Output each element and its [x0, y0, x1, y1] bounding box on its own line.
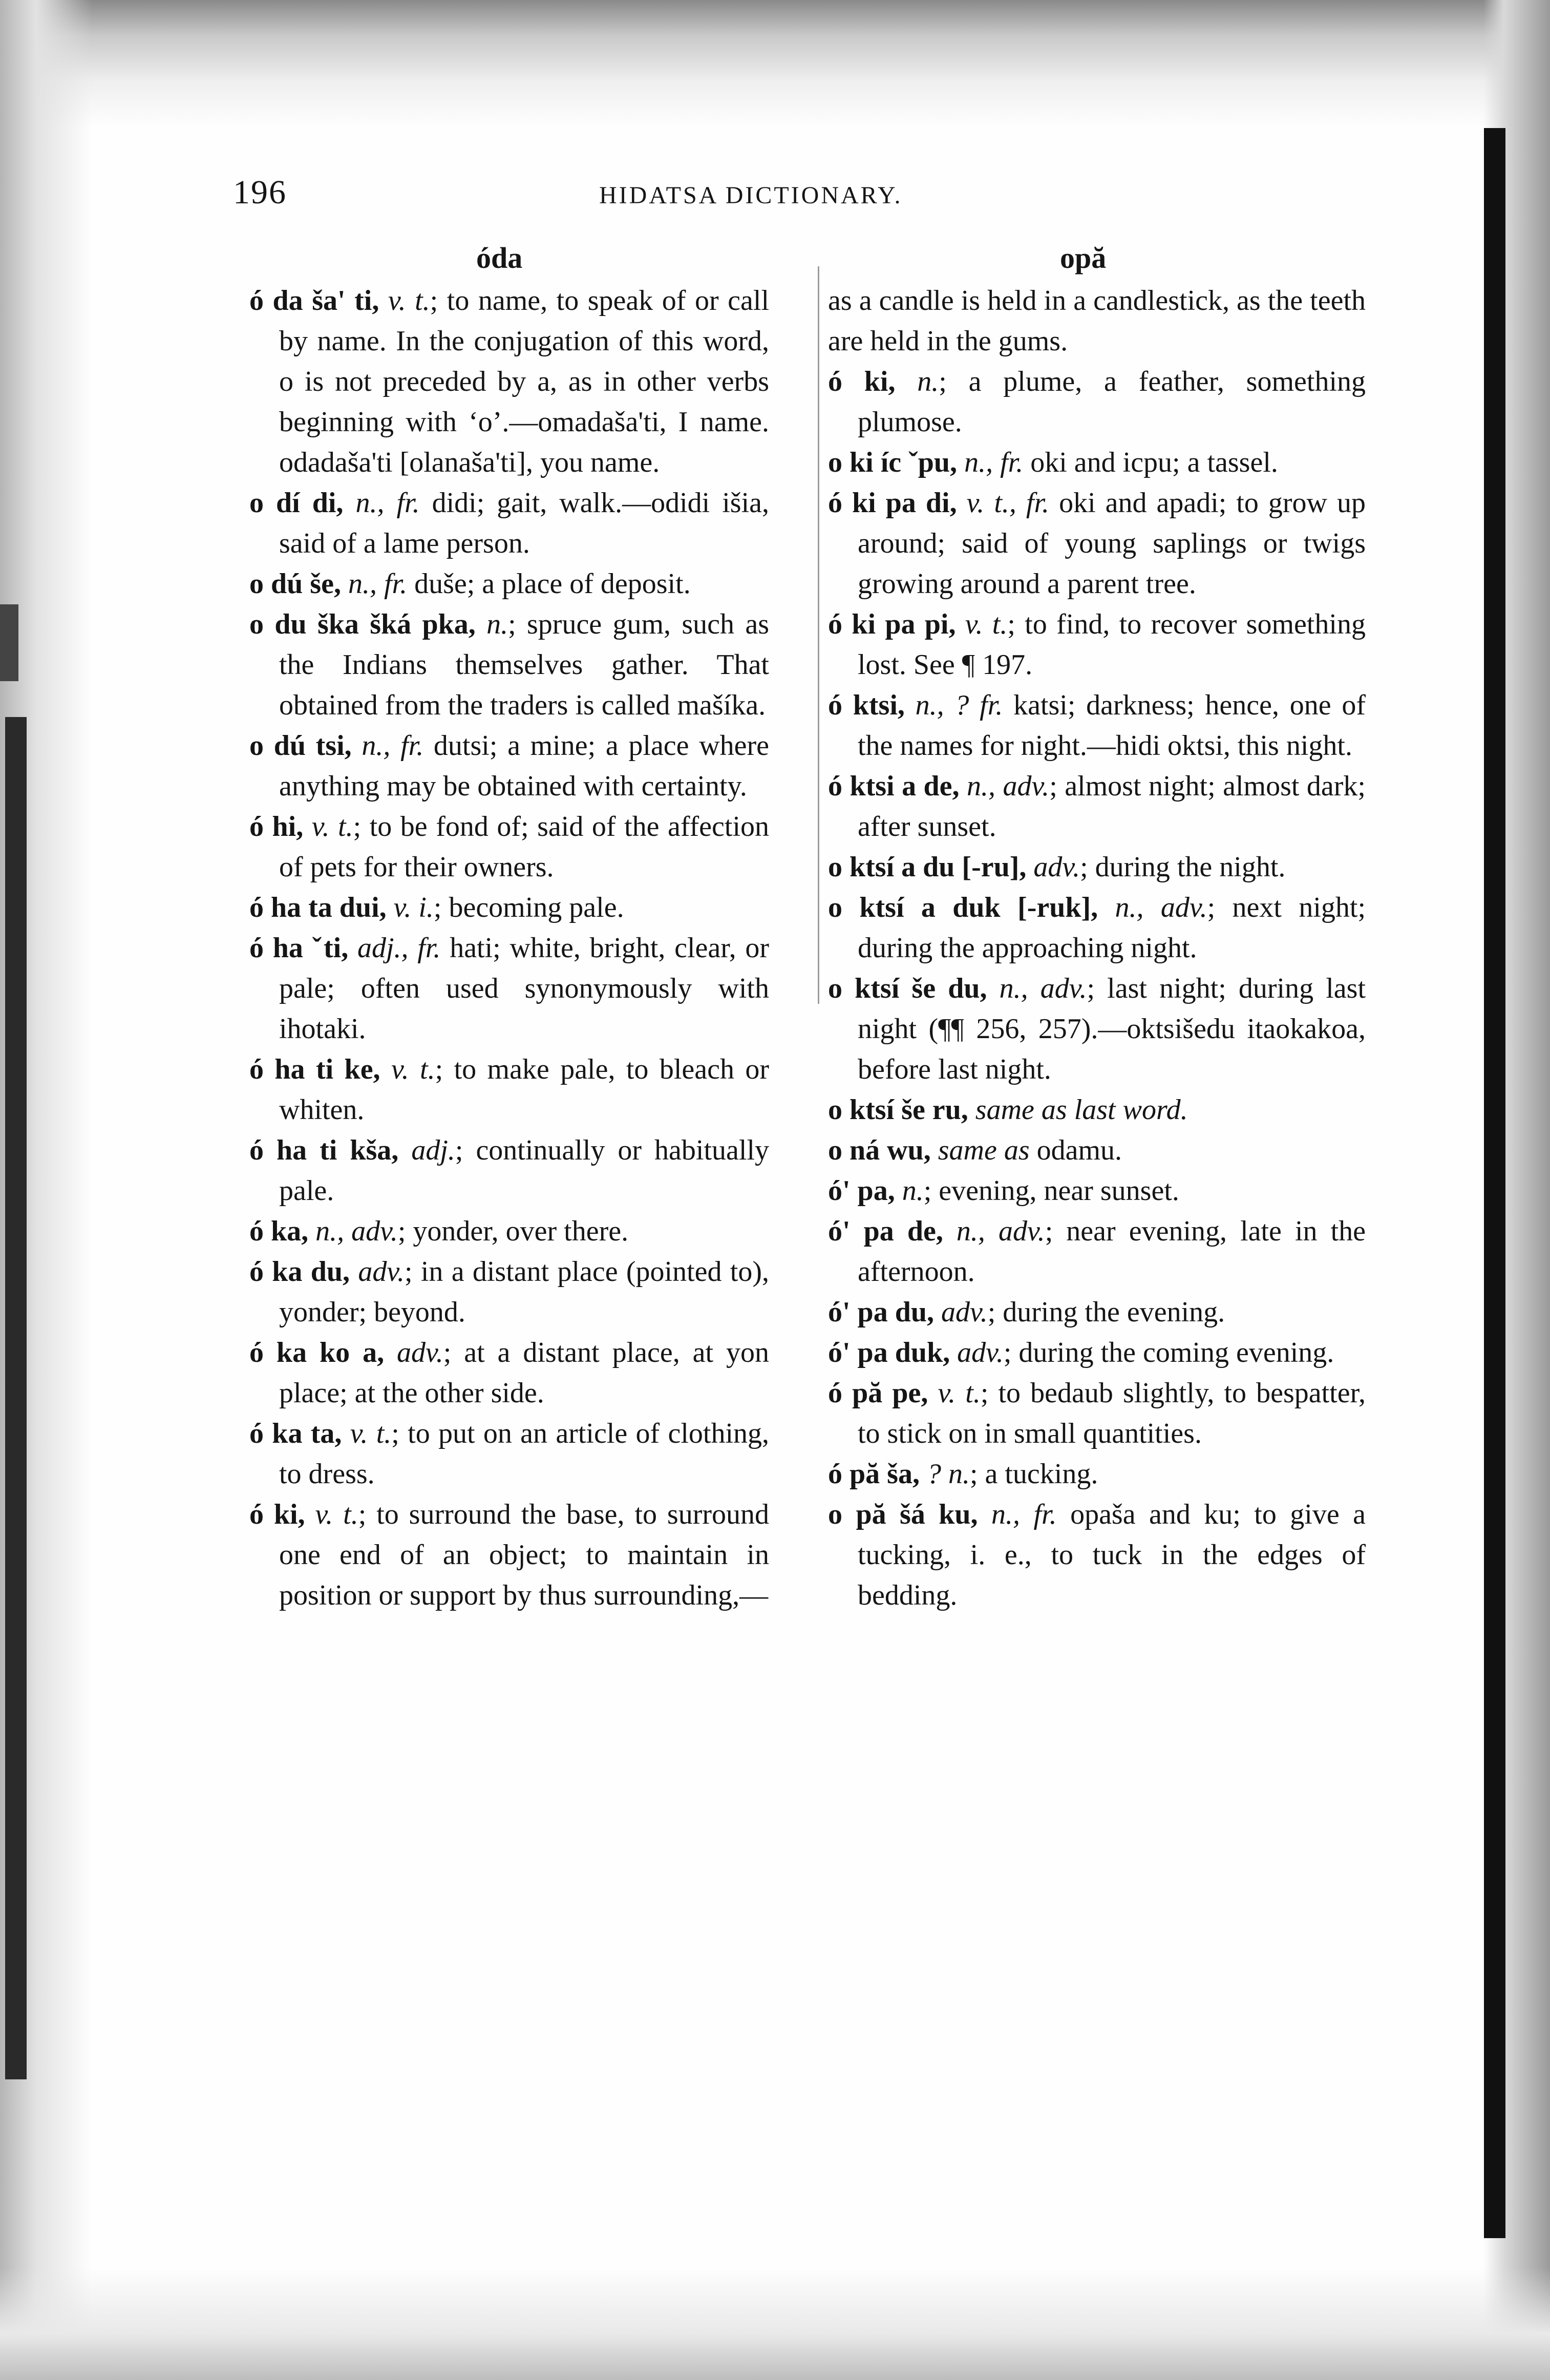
entry-definition: ; to be fond of; said of the affection of pets for their owners. [279, 811, 770, 883]
entry-grammar: n. [486, 608, 508, 640]
page-number: 196 [233, 174, 287, 211]
dictionary-entry [828, 483, 1366, 604]
entry-headword: ó ktsi, [828, 689, 905, 721]
dictionary-entry [828, 604, 1366, 685]
entry-headword: ó' pa, [828, 1175, 895, 1207]
entry-definition: ; to surround the base, to surround one end of an object; to maintain in position or support by thus surrounding,— [279, 1499, 770, 1611]
entry-grammar: n., fr. [964, 447, 1024, 478]
scan-right-binding-bar [1484, 128, 1505, 2238]
scan-bottom-edge [0, 2267, 1550, 2380]
entry-headword: o ktsí a du [-ru], [828, 851, 1027, 883]
entry-definition: ; in a distant place (pointed to), yonder; beyond. [279, 1256, 770, 1328]
scan-left-binding-bar [5, 717, 27, 2079]
entry-grammar: n., fr. [355, 487, 420, 519]
entry-grammar: n., fr. [991, 1499, 1057, 1530]
entry-grammar: n., adv. [967, 770, 1050, 802]
entry-definition: hati; white, bright, clear, or pale; often used synonymously with ihotaki. [279, 932, 770, 1045]
running-head [233, 173, 1001, 219]
entry-definition: ; during the night. [1080, 851, 1286, 883]
entry-definition: ; last night; during last night (¶¶ 256, 257).—oktsišedu itaokakoa, before last night. [858, 973, 1366, 1085]
dictionary-entry [828, 1292, 1366, 1333]
entry-grammar: n., fr. [362, 730, 424, 762]
entry-headword: o dú tsi, [249, 730, 352, 762]
entry-headword: ó ki, [249, 1499, 305, 1530]
entry-grammar: n., fr. [348, 568, 408, 600]
dictionary-entry [249, 281, 769, 483]
entry-grammar: n., adv. [999, 973, 1087, 1004]
entry-grammar: adv. [957, 1337, 1004, 1368]
entry-grammar: v. t. [350, 1418, 392, 1449]
entry-grammar: adj., fr. [357, 932, 441, 964]
entry-definition: ; to bedaub slightly, to bespatter, to stick on in small quantities. [858, 1377, 1366, 1449]
scan-left-mark [0, 604, 18, 681]
entry-headword: ó ha ta dui, [249, 892, 387, 923]
entry-grammar: v. t. [965, 608, 1008, 640]
entry-grammar: v. t. [315, 1499, 358, 1530]
entry-headword: o ktsí še ru, [828, 1094, 968, 1126]
entry-grammar: adv. [358, 1256, 405, 1288]
dictionary-entry [828, 847, 1366, 888]
entry-grammar: ? n. [926, 1458, 970, 1490]
entry-headword: ó pă ša, [828, 1458, 920, 1490]
dictionary-entry [828, 1211, 1366, 1292]
dictionary-entry [828, 968, 1366, 1090]
dictionary-entry [828, 1454, 1366, 1494]
entry-headword: ó hi, [249, 811, 304, 843]
dictionary-entry [828, 1171, 1366, 1211]
entry-headword: o ktsí še du, [828, 973, 987, 1004]
entry-definition: ; during the evening. [987, 1296, 1225, 1328]
dictionary-entry [828, 766, 1366, 847]
entry-definition: ; yonder, over there. [397, 1215, 629, 1247]
entry-definition: dutsi; a mine; a place where anything may be obtained with certainty. [279, 730, 770, 802]
entry-definition: odamu. [1036, 1134, 1122, 1166]
entry-grammar: n. [902, 1175, 924, 1207]
entry-definition: ; becoming pale. [433, 892, 624, 923]
entry-definition: ; to name, to speak of or call by name. In the conjugation of this word, o is not preceded by a, as in other verbs beginning with ‘o’.—omadaša'ti, I name. odadaša'ti [olanaša'ti], you name. [279, 285, 770, 478]
entry-headword: ó' pa duk, [828, 1337, 950, 1368]
entry-definition: oki and apadi; to grow up around; said of young saplings or twigs growing around a parent tree. [858, 487, 1366, 600]
entry-headword: ó' pa du, [828, 1296, 934, 1328]
entry-grammar: v. t., fr. [966, 487, 1050, 519]
entry-headword: o ná wu, [828, 1134, 931, 1166]
entry-definition: ; at a distant place, at yon place; at the other side. [279, 1337, 769, 1409]
entry-headword: ó ha ˇti, [249, 932, 349, 964]
dictionary-entry [249, 928, 769, 1049]
entry-definition: ; to find, to recover something lost. See ¶ 197. [858, 608, 1366, 681]
entry-grammar: n., ? fr. [915, 689, 1003, 721]
entry-headword: ó ha ti ke, [249, 1054, 380, 1085]
entry-grammar: v. t. [311, 811, 353, 843]
entry-definition: ; to make pale, to bleach or whiten. [279, 1054, 769, 1126]
dictionary-entry [828, 281, 1366, 362]
entry-definition: ; next night; during the approaching night. [858, 892, 1366, 964]
entry-definition: ; a plume, a feather, something plumose. [858, 366, 1366, 438]
dictionary-entry [828, 362, 1366, 443]
entry-definition: ; spruce gum, such as the Indians themselves gather. That obtained from the traders is called mašíka. [279, 608, 770, 721]
entry-headword: o dí di, [249, 487, 344, 519]
column-left [249, 281, 769, 1616]
entry-headword: ó' pa de, [828, 1215, 943, 1247]
guide-word-left: óda [476, 241, 523, 275]
dictionary-entry [249, 1130, 769, 1211]
dictionary-entry [249, 1333, 769, 1414]
entry-definition: ; near evening, late in the afternoon. [858, 1215, 1366, 1288]
entry-grammar: adv. [941, 1296, 988, 1328]
column-divider [818, 266, 819, 1004]
scan-top-edge [0, 0, 1550, 128]
entry-grammar: same as [938, 1134, 1030, 1166]
dictionary-entry [249, 888, 769, 928]
entry-definition: katsi; darkness; hence, one of the names for night.—hidi oktsi, this night. [858, 689, 1366, 762]
entry-headword: ó ka, [249, 1215, 309, 1247]
dictionary-entry [249, 1211, 769, 1252]
column-right [828, 281, 1366, 1616]
entry-grammar: v. t. [938, 1377, 981, 1409]
entry-definition: opaša and ku; to give a tucking, i. e., to tuck in the edges of bedding. [858, 1499, 1366, 1611]
entry-grammar: n., adv. [1115, 892, 1207, 923]
entry-headword: ó ki pa pi, [828, 608, 956, 640]
dictionary-entry [828, 685, 1366, 766]
entry-headword: ó da ša' ti, [249, 285, 379, 317]
entry-definition: oki and icpu; a tassel. [1030, 447, 1278, 478]
entry-headword: ó ki, [828, 366, 896, 397]
entry-headword: o dú še, [249, 568, 341, 600]
entry-definition: ; to put on an article of clothing, to dress. [279, 1418, 770, 1490]
dictionary-entry [249, 1049, 769, 1130]
dictionary-entry [828, 1333, 1366, 1373]
entry-definition: ; almost night; almost dark; after sunset. [858, 770, 1366, 843]
dictionary-entry [828, 1494, 1366, 1616]
entry-grammar: v. t. [388, 285, 430, 317]
entry-grammar: n. [917, 366, 939, 397]
entry-grammar: v. t. [391, 1054, 435, 1085]
entry-headword: o ktsí a duk [-ruk], [828, 892, 1098, 923]
entry-headword: o pă šá ku, [828, 1499, 978, 1530]
dictionary-entry [249, 604, 769, 726]
entry-grammar: n., adv. [956, 1215, 1045, 1247]
entry-headword: ó pă pe, [828, 1377, 928, 1409]
entry-definition: ; evening, near sunset. [923, 1175, 1179, 1207]
entry-headword: ó ha ti kša, [249, 1134, 399, 1166]
entry-grammar: adv. [1033, 851, 1080, 883]
entry-headword: ó ktsi a de, [828, 770, 960, 802]
dictionary-entry [249, 807, 769, 888]
entry-headword: ó ka du, [249, 1256, 350, 1288]
entry-grammar: same as last word. [975, 1094, 1188, 1126]
entry-definition: didi; gait, walk.—odidi išia, said of a lame person. [279, 487, 770, 559]
entry-definition: ; a tucking. [969, 1458, 1098, 1490]
dictionary-entry [249, 726, 769, 807]
entry-definition: ; continually or habitually pale. [279, 1134, 770, 1207]
dictionary-entry [249, 1494, 769, 1616]
dictionary-entry [249, 1414, 769, 1494]
entry-headword: ó ka ko a, [249, 1337, 385, 1368]
entry-headword: ó ki pa di, [828, 487, 957, 519]
dictionary-entry [249, 483, 769, 564]
dictionary-entry [828, 888, 1366, 968]
entry-definition: as a candle is held in a candlestick, as the teeth are held in the gums. [828, 285, 1366, 357]
entry-grammar: n., adv. [315, 1215, 398, 1247]
entry-grammar: v. i. [393, 892, 434, 923]
entry-grammar: adj. [411, 1134, 455, 1166]
dictionary-entry [828, 1090, 1366, 1130]
entry-definition: ; during the coming evening. [1003, 1337, 1334, 1368]
dictionary-entry [828, 443, 1366, 483]
dictionary-entry [249, 1252, 769, 1333]
running-title: HIDATSA DICTIONARY. [599, 182, 903, 209]
dictionary-entry [828, 1130, 1366, 1171]
entry-definition: duše; a place of deposit. [414, 568, 691, 600]
entry-headword: o ki íc ˇpu, [828, 447, 958, 478]
dictionary-entry [828, 1373, 1366, 1454]
entry-headword: ó ka ta, [249, 1418, 342, 1449]
dictionary-entry [249, 564, 769, 604]
entry-grammar: adv. [397, 1337, 443, 1368]
entry-headword: o du ška šká pka, [249, 608, 476, 640]
guide-word-right: opă [1060, 241, 1107, 275]
